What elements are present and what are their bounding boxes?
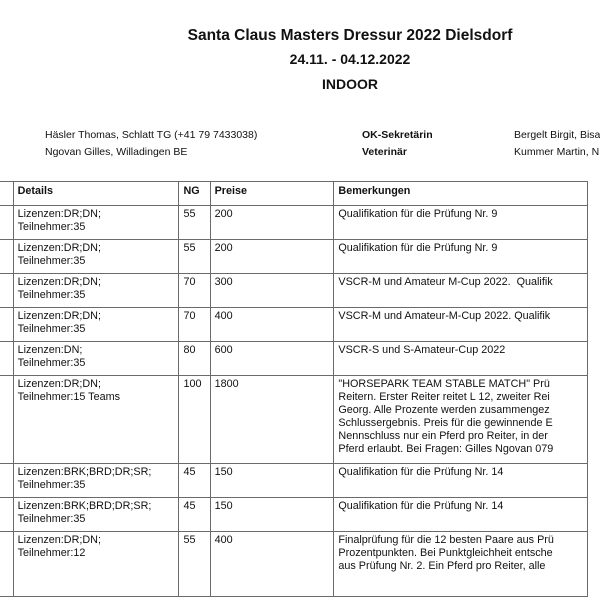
table-row <box>0 240 588 274</box>
bemerkungen-cell <box>334 498 588 532</box>
details-line: Teilnehmer:35 <box>17 479 86 491</box>
details-cell <box>13 342 179 376</box>
details-line: Teilnehmer:35 <box>17 323 86 335</box>
details-line: Teilnehmer:15 Teams <box>17 391 120 403</box>
row-number-cell <box>0 376 13 464</box>
row-number-cell <box>0 308 13 342</box>
bemerkungen-cell <box>334 308 588 342</box>
bemerkungen-line: Qualifikation für die Prüfung Nr. 9 <box>338 208 498 220</box>
event-dates: 24.11. - 04.12.2022 <box>289 51 411 67</box>
preise-cell: 150 <box>210 464 334 498</box>
table-header-row <box>0 182 588 206</box>
details-line: Lizenzen:DR;DN; <box>17 276 101 288</box>
bemerkungen-line: Qualifikation für die Prüfung Nr. 14 <box>338 500 504 512</box>
bemerkungen-line: "HORSEPARK TEAM STABLE MATCH" Prü <box>338 378 550 390</box>
bemerkungen-cell <box>334 240 588 274</box>
ng-cell: 55 <box>179 206 210 240</box>
row-number-cell <box>0 240 13 274</box>
ng-cell: 100 <box>179 376 210 464</box>
bemerkungen-line: Nennschluss nur ein Pferd pro Reiter, in der <box>338 430 548 442</box>
event-venue: INDOOR <box>322 76 378 92</box>
details-line: Lizenzen:DR;DN; <box>17 208 101 220</box>
table-row <box>0 376 588 464</box>
details-cell <box>13 308 179 342</box>
details-cell <box>13 376 179 464</box>
preise-cell: 400 <box>210 532 334 597</box>
bemerkungen-cell <box>334 464 588 498</box>
header-cell-details: Details <box>13 182 179 206</box>
table-row <box>0 498 588 532</box>
preise-cell: 1800 <box>210 376 334 464</box>
table-row <box>0 308 588 342</box>
bemerkungen-cell <box>334 376 588 464</box>
bemerkungen-line: Prozentpunkten. Bei Punktgleichheit entsche <box>338 547 553 559</box>
ng-cell: 70 <box>179 308 210 342</box>
details-cell <box>13 240 179 274</box>
ng-cell: 80 <box>179 342 210 376</box>
preise-cell: 300 <box>210 274 334 308</box>
officials-left <box>45 127 257 161</box>
event-title: Santa Claus Masters Dressur 2022 Dielsdorf <box>187 27 513 44</box>
bemerkungen-line: Reitern. Erster Reiter reitet L 12, zweiter Rei <box>338 391 550 403</box>
role-label: OK-Sekretärin <box>362 129 433 141</box>
official-name: Ngovan Gilles, Willadingen BE <box>45 146 188 158</box>
row-number-cell <box>0 498 13 532</box>
details-line: Lizenzen:DR;DN; <box>17 534 101 546</box>
official-name: Kummer Martin, N <box>514 146 600 158</box>
bemerkungen-line: VSCR-S und S-Amateur-Cup 2022 <box>338 344 506 356</box>
header-cell-bemerkungen: Bemerkungen <box>334 182 588 206</box>
details-line: Lizenzen:BRK;BRD;DR;SR; <box>17 466 152 478</box>
competition-table <box>0 181 588 597</box>
official-roles <box>362 127 433 161</box>
bemerkungen-line: Finalprüfung für die 12 besten Paare aus Prü <box>338 534 554 546</box>
ng-cell: 70 <box>179 274 210 308</box>
table-row <box>0 342 588 376</box>
ng-cell: 55 <box>179 532 210 597</box>
details-cell <box>13 274 179 308</box>
preise-cell: 600 <box>210 342 334 376</box>
row-number-cell <box>0 464 13 498</box>
table-row <box>0 274 588 308</box>
details-line: Teilnehmer:35 <box>17 289 86 301</box>
bemerkungen-line: Pferd erlaubt. Bei Fragen: Gilles Ngovan 079 <box>338 443 554 455</box>
table-row <box>0 206 588 240</box>
preise-cell: 400 <box>210 308 334 342</box>
details-cell <box>13 532 179 597</box>
table-row <box>0 464 588 498</box>
table-row <box>0 532 588 597</box>
bemerkungen-line: aus Prüfung Nr. 2. Ein Pferd pro Reiter, alle <box>338 560 546 572</box>
details-line: Lizenzen:DN; <box>17 344 83 356</box>
ng-cell: 55 <box>179 240 210 274</box>
bemerkungen-cell <box>334 342 588 376</box>
details-line: Teilnehmer:35 <box>17 357 86 369</box>
bemerkungen-cell <box>334 206 588 240</box>
preise-cell: 150 <box>210 498 334 532</box>
bemerkungen-line: Qualifikation für die Prüfung Nr. 14 <box>338 466 504 478</box>
row-number-cell <box>0 532 13 597</box>
bemerkungen-line: Qualifikation für die Prüfung Nr. 9 <box>338 242 498 254</box>
details-cell <box>13 464 179 498</box>
details-line: Lizenzen:DR;DN; <box>17 310 101 322</box>
row-number-cell <box>0 206 13 240</box>
details-line: Teilnehmer:35 <box>17 255 86 267</box>
official-name: Häsler Thomas, Schlatt TG (+41 79 7433038) <box>45 129 258 141</box>
preise-cell: 200 <box>210 206 334 240</box>
official-role-names <box>514 127 600 161</box>
bemerkungen-line: Georg. Alle Prozente werden zusammengez <box>338 404 550 416</box>
details-line: Teilnehmer:35 <box>17 513 86 525</box>
details-cell <box>13 498 179 532</box>
official-name: Bergelt Birgit, Bisa <box>514 129 600 141</box>
header-cell-number <box>0 182 13 206</box>
preise-cell: 200 <box>210 240 334 274</box>
bemerkungen-cell <box>334 274 588 308</box>
role-label: Veterinär <box>362 146 407 158</box>
bemerkungen-line: VSCR-M und Amateur M-Cup 2022. Qualifik <box>338 276 553 288</box>
bemerkungen-line: Schlussergebnis. Preis für die gewinnende E <box>338 417 553 429</box>
row-number-cell <box>0 274 13 308</box>
details-line: Teilnehmer:35 <box>17 221 86 233</box>
bemerkungen-cell <box>334 532 588 597</box>
details-cell <box>13 206 179 240</box>
details-line: Teilnehmer:12 <box>17 547 86 559</box>
details-line: Lizenzen:DR;DN; <box>17 378 101 390</box>
details-line: Lizenzen:DR;DN; <box>17 242 101 254</box>
header-cell-ng: NG <box>179 182 210 206</box>
ng-cell: 45 <box>179 498 210 532</box>
bemerkungen-line: VSCR-M und Amateur-M-Cup 2022. Qualifik <box>338 310 551 322</box>
ng-cell: 45 <box>179 464 210 498</box>
header-cell-preise: Preise <box>210 182 334 206</box>
row-number-cell <box>0 342 13 376</box>
details-line: Lizenzen:BRK;BRD;DR;SR; <box>17 500 152 512</box>
